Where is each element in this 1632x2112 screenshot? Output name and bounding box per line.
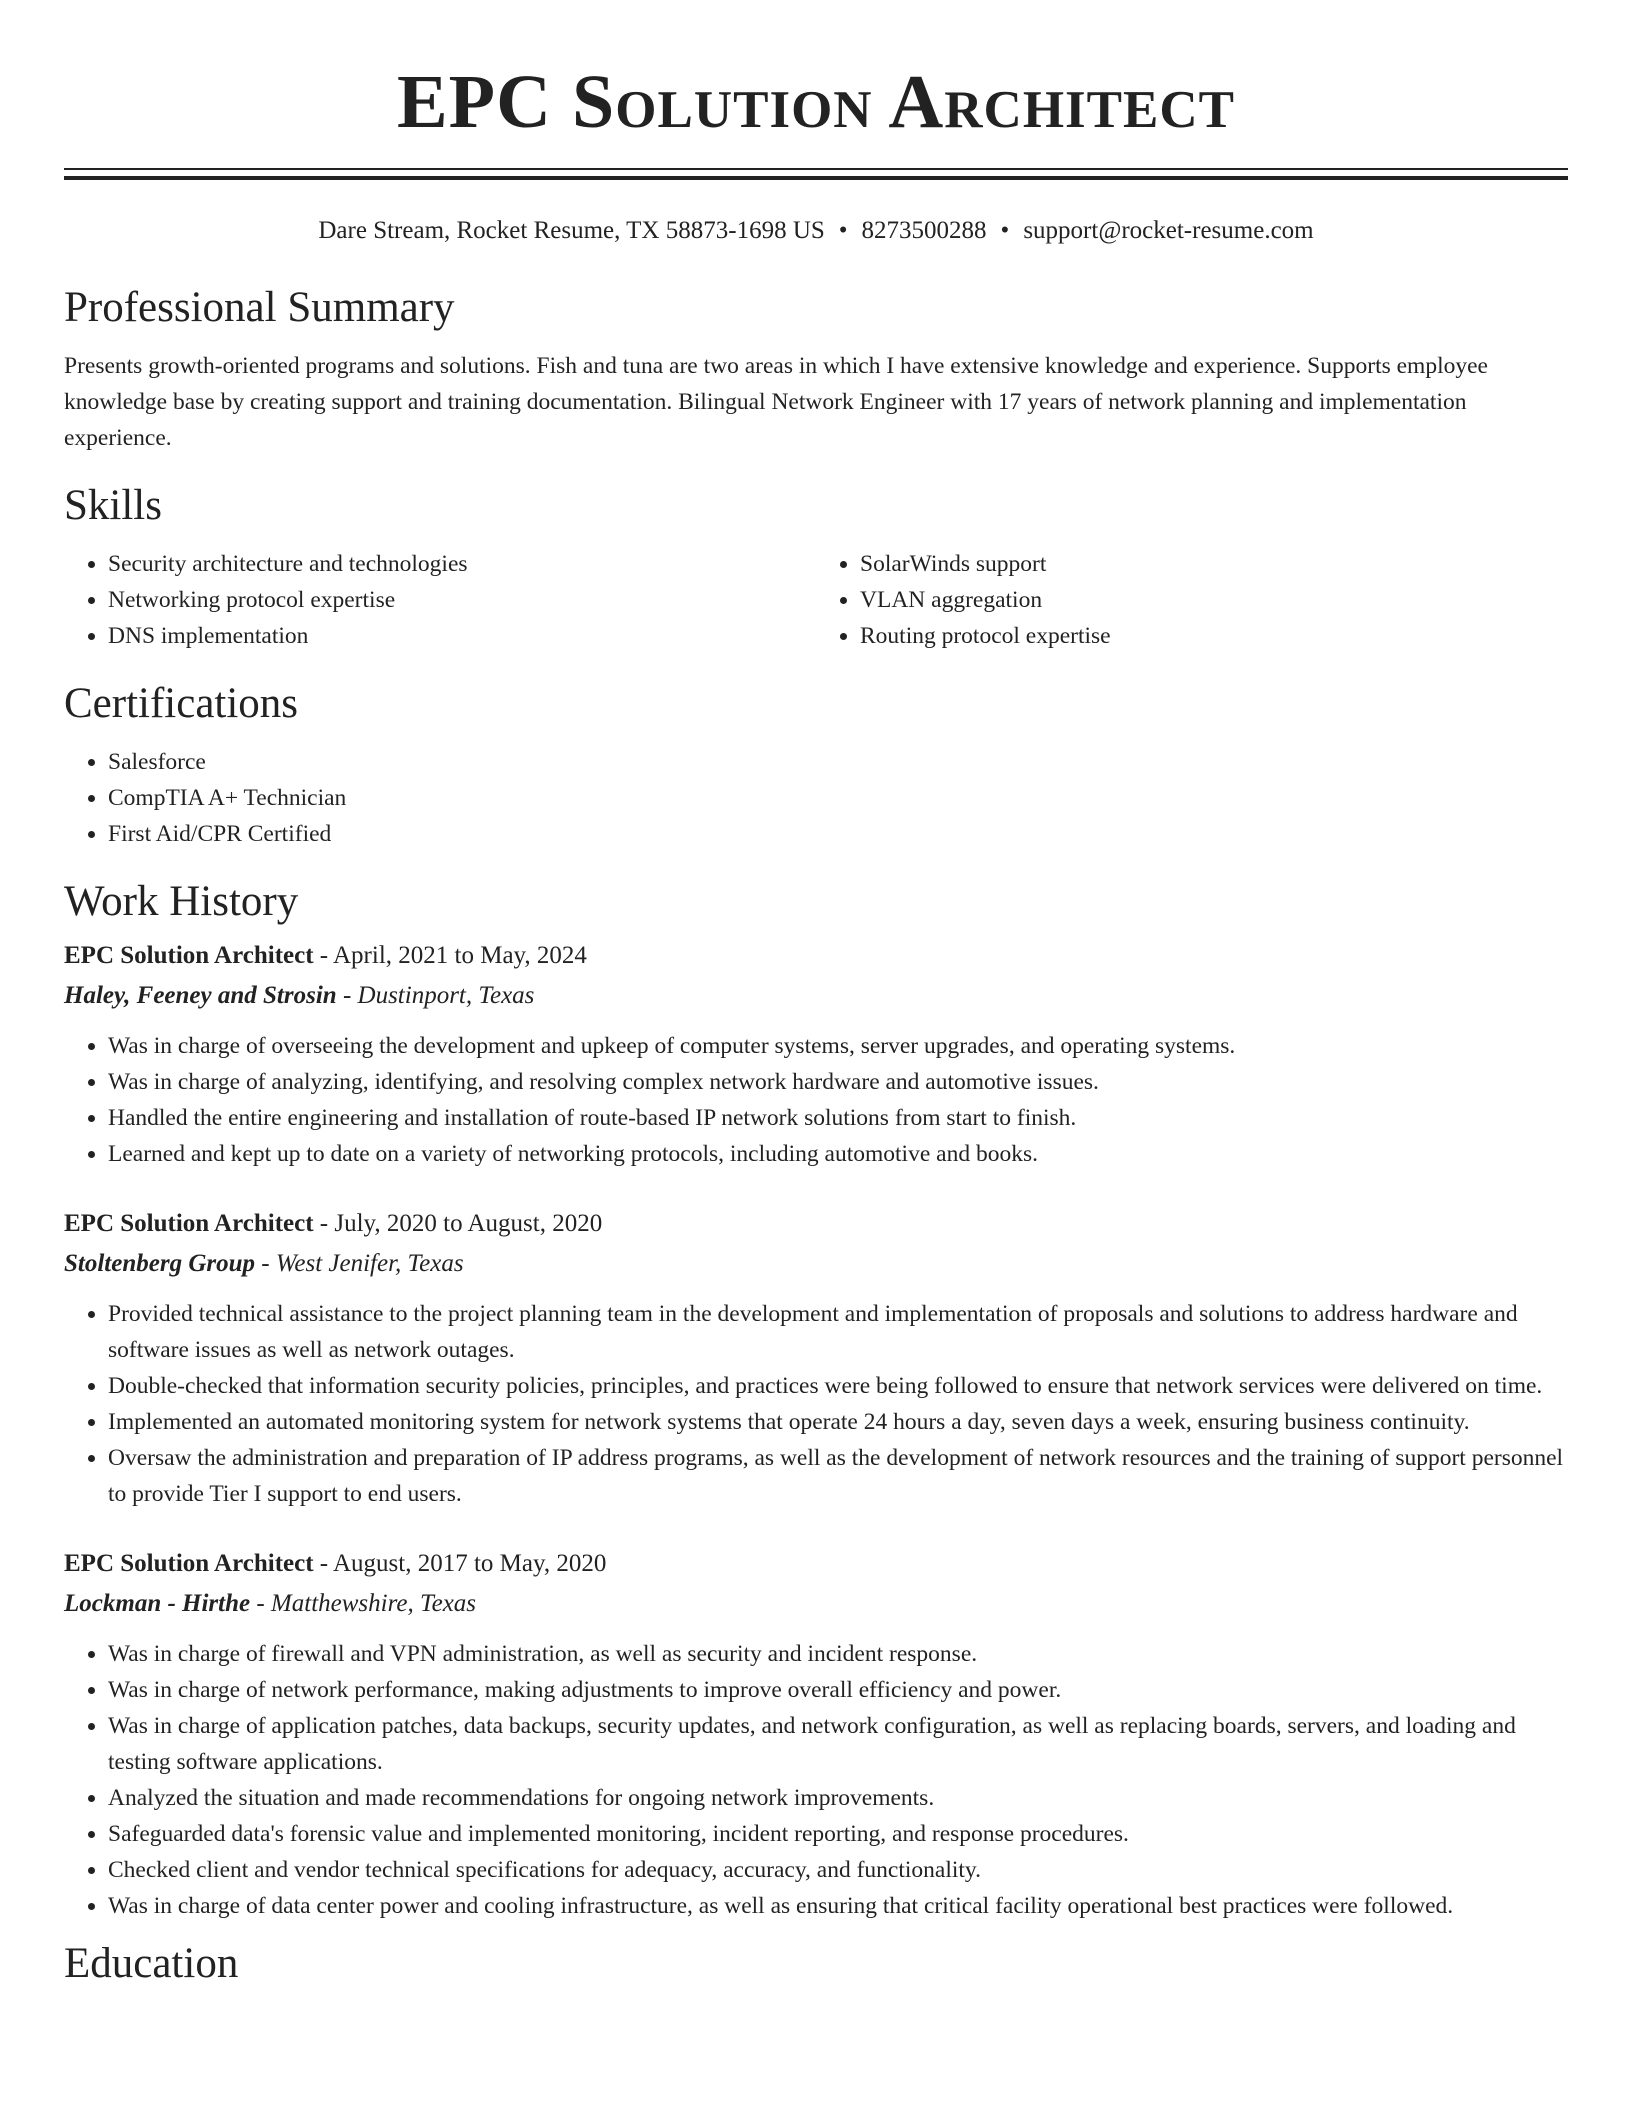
resume-title: EPC Solution Architect [396, 60, 1235, 144]
title-divider-thin [64, 168, 1568, 170]
job-title-line [64, 938, 1568, 974]
job-bullet: • Was in charge of application patches, data backups, security updates, and network configuration, as well as replacing boards, servers, and loading and testing software applications. [108, 1708, 1568, 1780]
skill-item: • Routing protocol expertise [860, 618, 1568, 654]
job-title-line [64, 1206, 1568, 1242]
skills-list-right [816, 546, 1568, 654]
skill-item: • SolarWinds support [860, 546, 1568, 582]
work-history-heading: Work History [64, 878, 299, 925]
job-bullet: • Checked client and vendor technical specifications for adequacy, accuracy, and functionality. [108, 1852, 1568, 1888]
skill-item: • Networking protocol expertise [108, 582, 816, 618]
job-bullet: • Handled the entire engineering and installation of route-based IP network solutions from start to finish. [108, 1100, 1568, 1136]
job-entry [64, 1546, 1568, 1924]
job-bullets [64, 1296, 1568, 1512]
company-line [64, 1246, 1568, 1282]
company-name: Stoltenberg Group [64, 1250, 256, 1277]
certifications-heading: Certifications [64, 680, 299, 727]
company-line [64, 978, 1568, 1014]
job-bullet: • Analyzed the situation and made recommendations for ongoing network improvements. [108, 1780, 1568, 1816]
skills-heading: Skills [64, 482, 162, 529]
title-divider-thick [64, 176, 1568, 180]
job-title: EPC Solution Architect [64, 942, 314, 969]
job-bullets [64, 1636, 1568, 1924]
job-bullet: • Implemented an automated monitoring system for network systems that operate 24 hours a day, seven days a week, ensuring business continuity. [108, 1404, 1568, 1440]
contact-email[interactable]: support@rocket-resume.com [1023, 217, 1314, 244]
education-heading: Education [64, 1940, 239, 1987]
certification-item: • Salesforce [108, 744, 1568, 780]
job-title: EPC Solution Architect [64, 1550, 314, 1577]
job-bullets [64, 1028, 1568, 1172]
job-bullet: • Was in charge of firewall and VPN administration, as well as security and incident response. [108, 1636, 1568, 1672]
skills-list-left [64, 546, 816, 654]
job-bullet: • Safeguarded data's forensic value and implemented monitoring, incident reporting, and response procedures. [108, 1816, 1568, 1852]
skill-item: • VLAN aggregation [860, 582, 1568, 618]
summary-heading: Professional Summary [64, 284, 455, 331]
company-location: - Dustinport, Texas [336, 982, 535, 1009]
job-bullet: • Was in charge of analyzing, identifying, and resolving complex network hardware and automotive issues. [108, 1064, 1568, 1100]
company-line [64, 1586, 1568, 1622]
contact-line [64, 214, 1568, 248]
company-name: Haley, Feeney and Strosin [64, 982, 337, 1009]
job-bullet: • Provided technical assistance to the project planning team in the development and implementation of proposals and solutions to address hardware and software issues as well as network outages. [108, 1296, 1568, 1368]
job-entry [64, 1206, 1568, 1512]
job-title-line [64, 1546, 1568, 1582]
certification-item: • First Aid/CPR Certified [108, 816, 1568, 852]
company-location: - West Jenifer, Texas [255, 1250, 464, 1277]
certifications-list [64, 744, 1568, 852]
contact-separator: • [838, 217, 848, 244]
contact-separator: • [1000, 217, 1010, 244]
certification-item: • CompTIA A+ Technician [108, 780, 1568, 816]
job-bullet: • Oversaw the administration and preparation of IP address programs, as well as the development of network resources and the training of support personnel to provide Tier I support to end users. [108, 1440, 1568, 1512]
job-dates: - August, 2017 to May, 2020 [313, 1550, 607, 1577]
job-entry [64, 938, 1568, 1172]
job-bullet: • Was in charge of overseeing the development and upkeep of computer systems, server upgrades, and operating systems. [108, 1028, 1568, 1064]
job-bullet: • Was in charge of network performance, making adjustments to improve overall efficiency and power. [108, 1672, 1568, 1708]
skills-grid [64, 546, 1568, 654]
skill-item: • DNS implementation [108, 618, 816, 654]
contact-address: Dare Stream, Rocket Resume, TX 58873-1698 US [318, 217, 825, 244]
job-dates: - April, 2021 to May, 2024 [313, 942, 587, 969]
company-location: - Matthewshire, Texas [250, 1590, 477, 1617]
job-bullet: • Was in charge of data center power and cooling infrastructure, as well as ensuring that critical facility operational best practices were followed. [108, 1888, 1568, 1924]
skill-item: • Security architecture and technologies [108, 546, 816, 582]
resume-page [64, 0, 1568, 1990]
summary-text: Presents growth-oriented programs and solutions. Fish and tuna are two areas in which I have extensive knowledge and experience. Supports employee knowledge base by creating support and training documentation. Bilingual Network Engineer with 17 years of network planning and implementation experience. [64, 353, 1488, 451]
job-bullet: • Double-checked that information security policies, principles, and practices were being followed to ensure that network services were delivered on time. [108, 1368, 1568, 1404]
company-name: Lockman - Hirthe [64, 1590, 251, 1617]
job-dates: - July, 2020 to August, 2020 [313, 1210, 603, 1237]
job-bullet: • Learned and kept up to date on a variety of networking protocols, including automotive and books. [108, 1136, 1568, 1172]
contact-phone: 8273500288 [861, 217, 987, 244]
job-title: EPC Solution Architect [64, 1210, 314, 1237]
